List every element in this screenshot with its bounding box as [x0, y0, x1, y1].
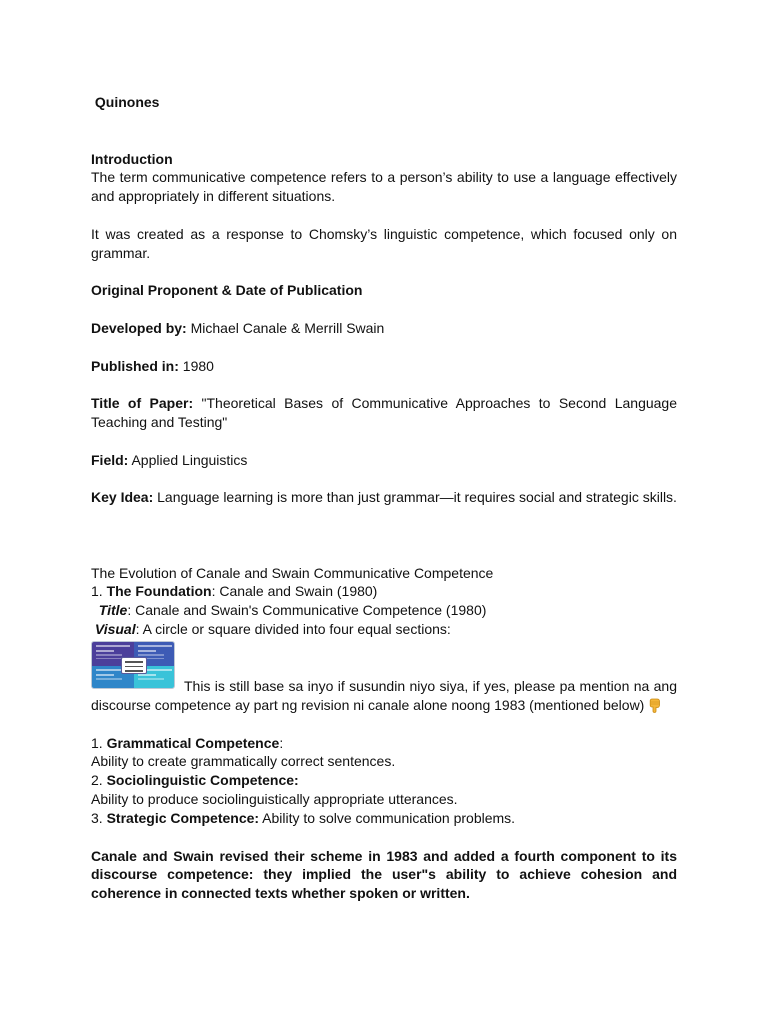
- foundation-line: 1. The Foundation: Canale and Swain (1980): [91, 583, 378, 599]
- intro-heading: Introduction: [91, 151, 173, 167]
- component-sociolinguistic: 2. Sociolinguistic Competence:: [91, 772, 299, 788]
- evolution-heading: The Evolution of Canale and Swain Communicative Competence: [91, 565, 494, 581]
- key-idea: Key Idea: Language learning is more than just grammar—it requires social and strategic skills.: [91, 489, 677, 505]
- paper-title-line: Title of Paper: "Theoretical Bases of Communicative Approaches to Second Language: [91, 395, 678, 411]
- component-grammatical: 1. Grammatical Competence:: [91, 735, 284, 751]
- note-line: discourse competence ay part ng revision ni canale alone noong 1983 (mentioned below): [91, 696, 663, 715]
- intro-paragraph-line: grammar.: [91, 245, 151, 261]
- note-line: This is still base sa inyo if susundin niyo siya, if yes, please pa mention na ang: [184, 678, 677, 694]
- visual-line: Visual: A circle or square divided into four equal sections:: [94, 621, 451, 637]
- component-sociolinguistic-desc: Ability to produce sociolinguistically appropriate utterances.: [91, 791, 458, 807]
- revision-line: coherence in connected texts whether spoken or written.: [91, 885, 470, 901]
- intro-paragraph-line: The term communicative competence refers to a person’s ability to use a language effectively: [91, 169, 677, 185]
- field: Field: Applied Linguistics: [91, 452, 248, 468]
- diagram-center-label: [121, 657, 147, 674]
- paper-title-line: Teaching and Testing": [91, 414, 228, 430]
- intro-paragraph-line: It was created as a response to Chomsky’s linguistic competence, which focused only on: [91, 226, 677, 242]
- component-grammatical-desc: Ability to create grammatically correct sentences.: [91, 753, 396, 769]
- pointing-down-emoji-icon: [647, 697, 663, 713]
- published-in: Published in: 1980: [91, 358, 214, 374]
- component-strategic: 3. Strategic Competence: Ability to solve communication problems.: [91, 810, 516, 826]
- developed-by: Developed by: Michael Canale & Merrill Swain: [91, 320, 385, 336]
- revision-line: discourse competence: they implied the user"s ability to achieve cohesion and: [91, 866, 677, 882]
- proponent-heading: Original Proponent & Date of Publication: [91, 282, 363, 298]
- title-line: Title: Canale and Swain's Communicative Competence (1980): [98, 602, 487, 618]
- intro-paragraph-line: and appropriately in different situations.: [91, 188, 336, 204]
- revision-line: Canale and Swain revised their scheme in 1983 and added a fourth component to its: [91, 848, 677, 864]
- competence-diagram-thumbnail: [91, 641, 175, 689]
- author-name: Quinones: [94, 94, 160, 110]
